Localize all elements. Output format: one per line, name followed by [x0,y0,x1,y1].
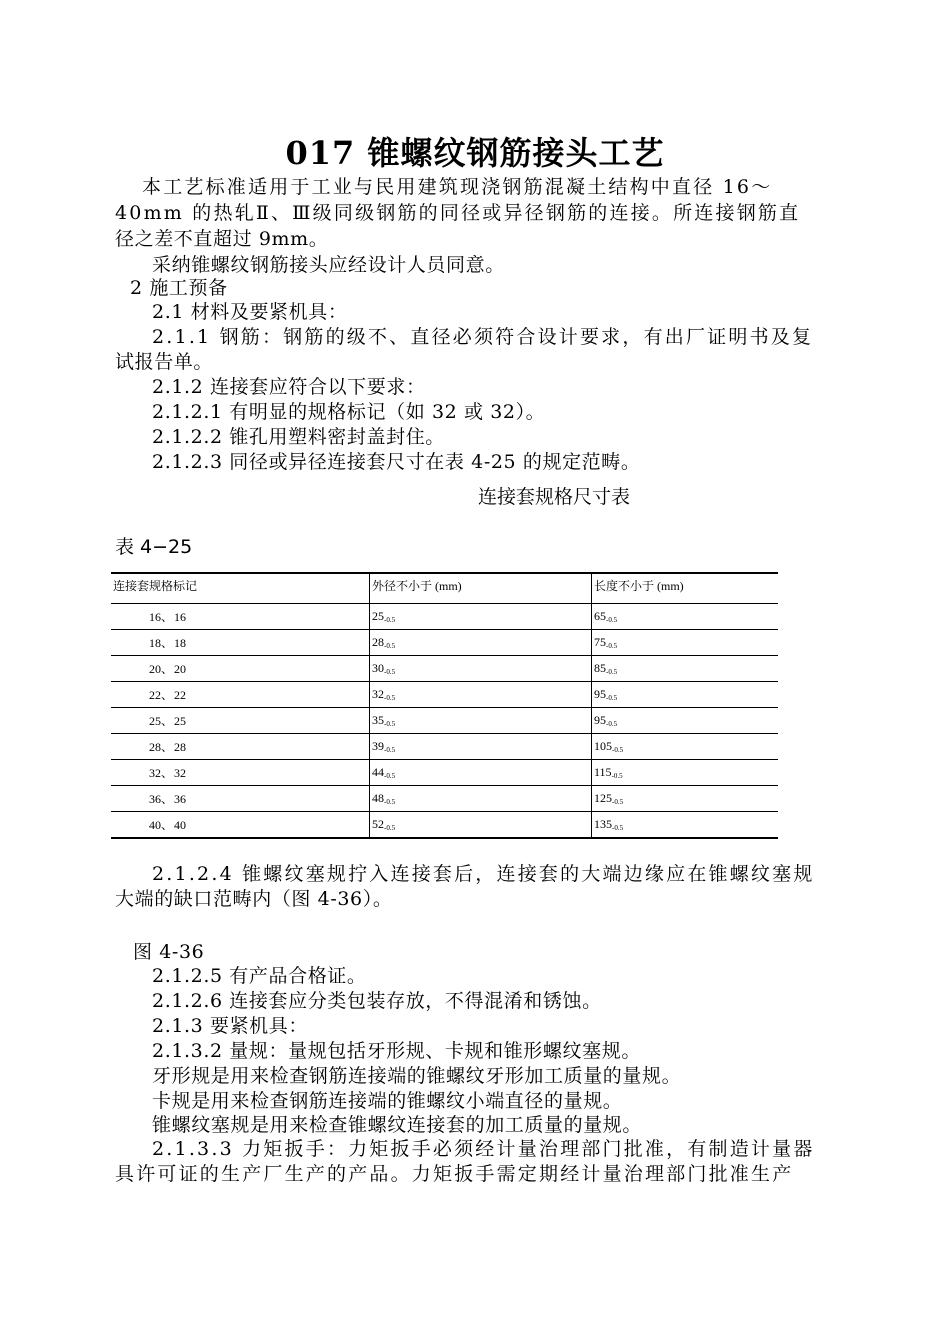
mark-b: 20 [174,662,186,676]
figure-label: 图 4-36 [133,941,205,963]
length: 95 [594,713,606,727]
outer-diameter: 52 [372,817,384,831]
paragraph-line: 采纳锥螺纹钢筋接头应经设计人员同意。 [152,254,505,276]
table-caption: 连接套规格尺寸表 [478,486,631,508]
tolerance: -0.5 [606,720,618,728]
table-row [111,786,778,812]
outer-diameter: 35 [372,713,384,727]
tolerance: -0.5 [384,720,396,728]
length: 95 [594,687,606,701]
paragraph-line: 本工艺标准适用于工业与民用建筑现浇钢筋混凝土结构中直径 16～ [142,176,773,198]
mark-b: 28 [174,740,186,754]
mark-a: 32、 [149,766,174,780]
length: 115 [594,765,612,779]
length: 75 [594,635,606,649]
tolerance: -0.5 [612,746,624,754]
outer-diameter: 28 [372,635,384,649]
tolerance: -0.5 [384,616,396,624]
paragraph-line: 2.1.2.3 同径或异径连接套尺寸在表 4-25 的规定范畴。 [152,451,641,473]
length: 125 [594,791,612,805]
tolerance: -0.5 [612,824,624,832]
tolerance: -0.5 [606,642,618,650]
mark-b: 36 [174,792,186,806]
outer-diameter: 25 [372,609,384,623]
paragraph-line: 牙形规是用来检查钢筋连接端的锥螺纹牙形加工质量的量规。 [152,1065,682,1087]
table-header-cell: 连接套规格标记 [111,573,370,604]
paragraph-line: 2.1.2.5 有产品合格证。 [152,965,367,987]
table-row [111,656,778,682]
paragraph-line: 2.1.2 连接套应符合以下要求： [152,376,426,398]
paragraph-line: 2.1.2.4 锥螺纹塞规拧入连接套后，连接套的大端边缘应在锥螺纹塞规 [152,863,815,885]
paragraph-line: 2.1.2.1 有明显的规格标记（如 32 或 32）。 [152,401,546,423]
tolerance: -0.5 [384,642,396,650]
mark-b: 25 [174,714,186,728]
mark-b: 18 [174,636,186,650]
mark-a: 25、 [149,714,174,728]
paragraph-line: 2.1.1 钢筋：钢筋的级不、直径必须符合设计要求，有出厂证明书及复 [152,326,814,348]
table-header-cell: 长度不小于 (mm) [592,573,779,604]
mark-a: 36、 [149,792,174,806]
paragraph-line: 具许可证的生产厂生产的产品。力矩扳手需定期经计量治理部门批准生产 [115,1163,794,1185]
paragraph-line: 大端的缺口范畴内（图 4-36）。 [115,888,393,910]
table-row [111,630,778,656]
mark-a: 20、 [149,662,174,676]
table-header-cell: 外径不小于 (mm) [370,573,592,604]
document-title: 017 锥螺纹钢筋接头工艺 [285,134,665,172]
length: 65 [594,609,606,623]
table-label: 表 4−25 [115,536,193,558]
spec-table [111,572,778,839]
outer-diameter: 30 [372,661,384,675]
outer-diameter: 48 [372,791,384,805]
length: 105 [594,739,612,753]
paragraph-line: 2.1.3.3 力矩扳手：力矩扳手必须经计量治理部门批准，有制造计量器 [152,1138,815,1160]
tolerance: -0.5 [384,694,396,702]
tolerance: -0.5 [606,694,618,702]
tolerance: -0.5 [384,668,396,676]
table-row [111,708,778,734]
tolerance: -0.5 [384,772,396,780]
table-row [111,682,778,708]
paragraph-line: 40mm 的热轧Ⅱ、Ⅲ级同级钢筋的同径或异径钢筋的连接。所连接钢筋直 [115,202,801,224]
table-row [111,604,778,630]
tolerance: -0.5 [606,668,618,676]
mark-a: 28、 [149,740,174,754]
tolerance: -0.5 [612,798,624,806]
mark-b: 32 [174,766,186,780]
mark-a: 18、 [149,636,174,650]
table-row [111,812,778,839]
section-heading: 2 施工预备 [130,277,228,299]
table-row [111,760,778,786]
tolerance: -0.5 [611,772,623,780]
tolerance: -0.5 [384,824,396,832]
tolerance: -0.5 [606,616,618,624]
paragraph-line: 锥螺纹塞规是用来检查锥螺纹连接套的加工质量的量规。 [152,1114,643,1136]
subsection-heading: 2.1 材料及要紧机具： [152,301,348,323]
mark-a: 16、 [149,610,174,624]
tolerance: -0.5 [384,746,396,754]
paragraph-line: 2.1.2.2 锥孔用塑料密封盖封住。 [152,426,445,448]
mark-b: 40 [174,818,186,832]
outer-diameter: 39 [372,739,384,753]
tolerance: -0.5 [384,798,396,806]
outer-diameter: 32 [372,687,384,701]
paragraph-line: 试报告单。 [115,351,214,373]
paragraph-line: 2.1.3.2 量规：量规包括牙形规、卡规和锥形螺纹塞规。 [152,1040,641,1062]
paragraph-line: 2.1.2.6 连接套应分类包装存放，不得混淆和锈蚀。 [152,990,602,1012]
mark-b: 16 [174,610,186,624]
subsection-heading: 2.1.3 要紧机具： [152,1015,308,1037]
table-header-row [111,573,778,604]
mark-a: 22、 [149,688,174,702]
length: 85 [594,661,606,675]
length: 135 [594,817,612,831]
outer-diameter: 44 [372,765,384,779]
mark-a: 40、 [149,818,174,832]
paragraph-line: 径之差不直超过 9mm。 [115,228,329,250]
mark-b: 22 [174,688,186,702]
paragraph-line: 卡规是用来检查钢筋连接端的锥螺纹小端直径的量规。 [152,1090,623,1112]
table-row [111,734,778,760]
